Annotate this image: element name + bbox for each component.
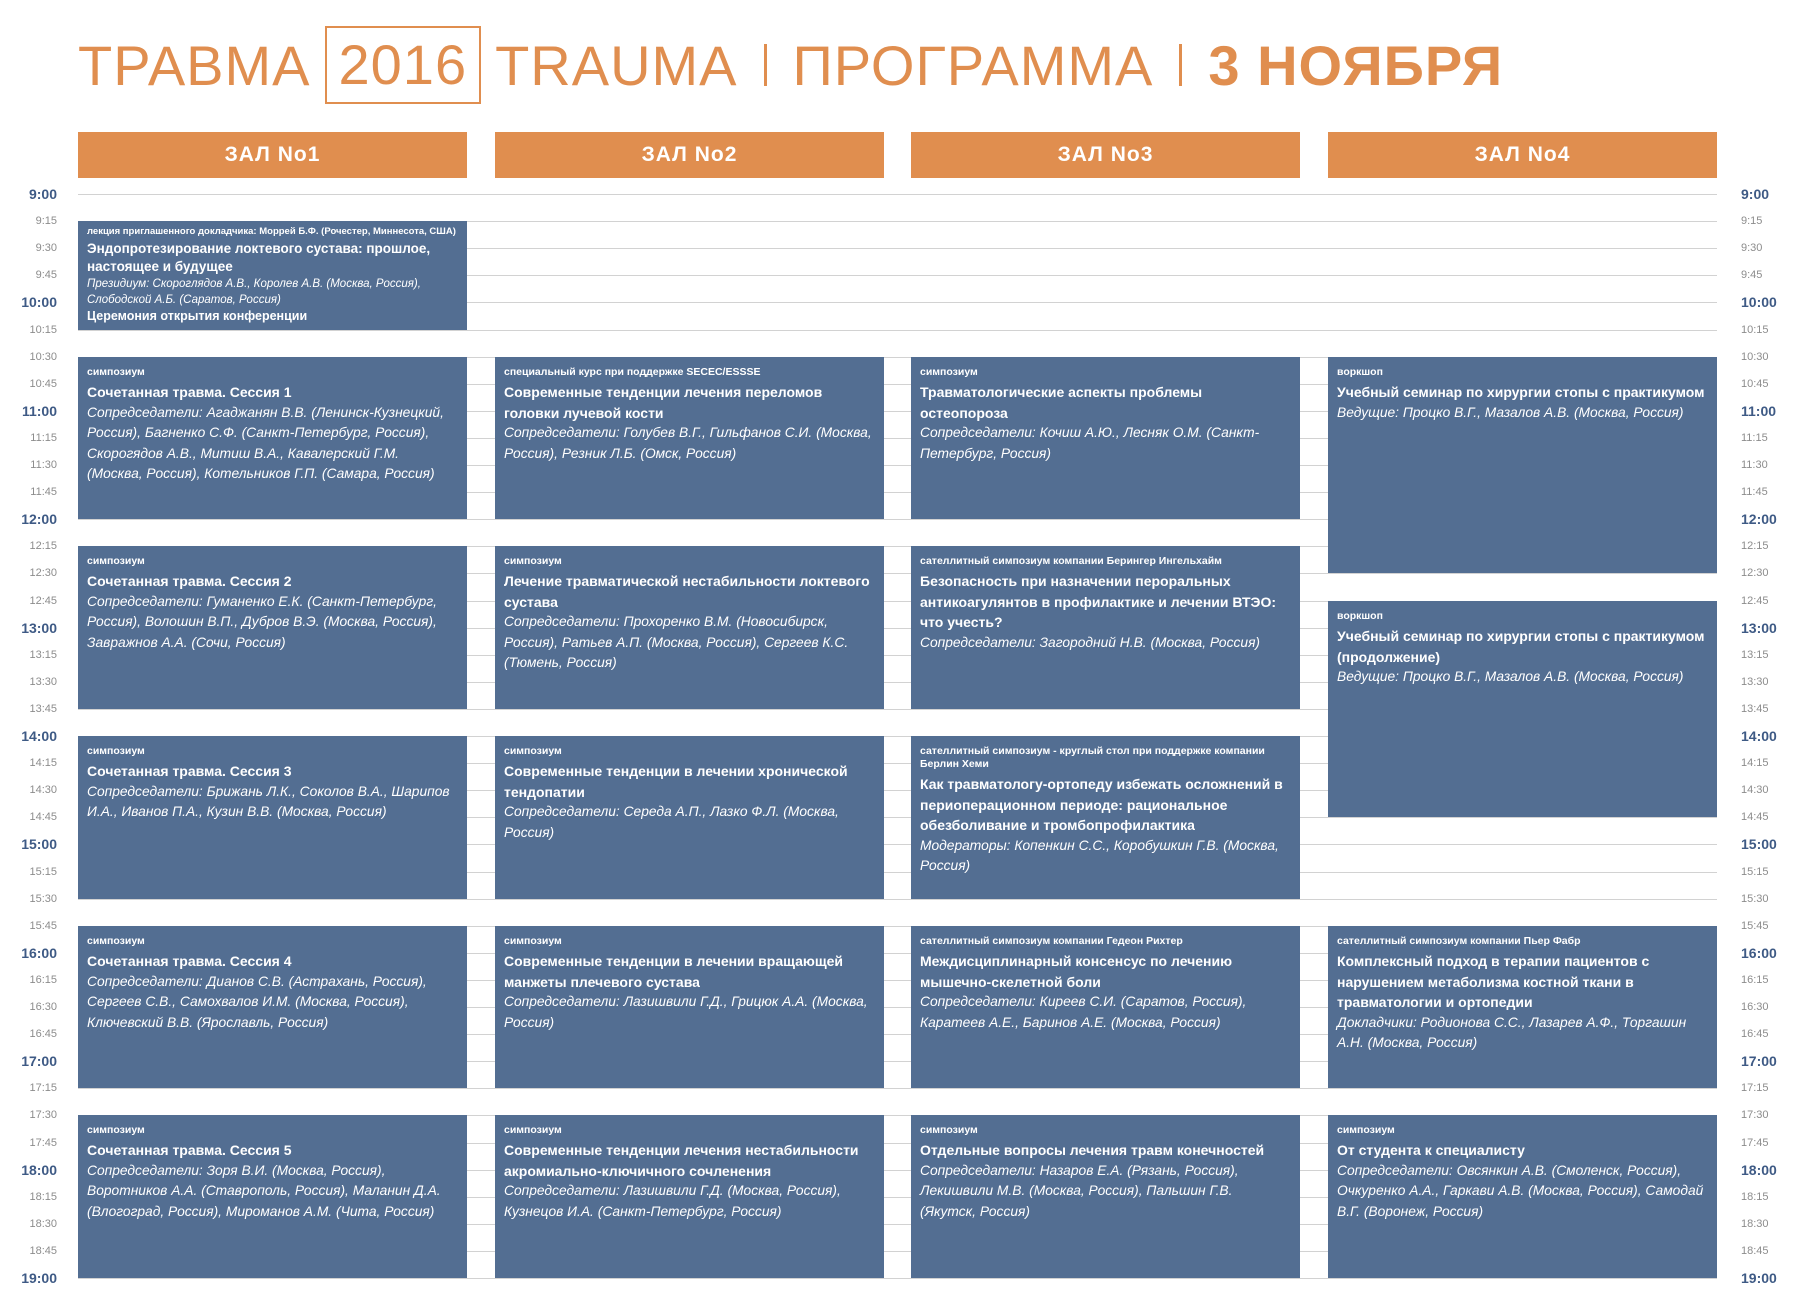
session-title: Сочетанная травма. Сессия 5 bbox=[87, 1142, 292, 1158]
session-chairs: Ведущие: Процко В.Г., Мазалов А.В. (Москва, Россия) bbox=[1337, 669, 1684, 684]
time-label-right: 9:00 bbox=[1741, 186, 1770, 202]
time-label-left: 14:45 bbox=[29, 811, 57, 823]
session-block bbox=[78, 221, 467, 330]
time-label-right: 16:30 bbox=[1741, 1001, 1769, 1013]
time-label-left: 17:15 bbox=[29, 1082, 57, 1094]
session-title: Междисциплинарный консенсус по лечению мышечно-скелетной боли bbox=[920, 953, 1233, 990]
time-label-left: 15:45 bbox=[29, 920, 57, 932]
time-label-right: 12:15 bbox=[1741, 540, 1769, 552]
session-type: воркшоп bbox=[1337, 610, 1383, 622]
session-chairs: Сопредседатели: Гуманенко Е.К. (Санкт-Петербург, Россия), Волошин В.П., Дубров В.Э. (Москва, Россия), Завражнов А.А. (Сочи, Россия) bbox=[87, 593, 437, 650]
session-extra-note: Церемония открытия конференции bbox=[87, 309, 308, 323]
page-title bbox=[78, 22, 1503, 108]
session-chairs: Президиум: Скороглядов А.В., Королев А.В. (Москва, Россия), Слободской А.Б. (Саратов, Россия) bbox=[87, 278, 421, 306]
grid-line bbox=[78, 1278, 1717, 1279]
session-block bbox=[78, 357, 467, 519]
time-label-right: 14:00 bbox=[1741, 728, 1777, 744]
time-label-right: 11:15 bbox=[1741, 432, 1768, 444]
session-chairs: Сопредседатели: Прохоренко В.М. (Новосибирск, Россия), Ратьев А.П. (Москва, Россия), Сергеев К.С. (Тюмень, Россия) bbox=[504, 614, 849, 670]
hall-header: ЗАЛ No1 bbox=[78, 132, 467, 178]
time-label-left: 11:15 bbox=[30, 432, 57, 444]
time-label-right: 15:15 bbox=[1741, 866, 1769, 878]
session-title: Сочетанная травма. Сессия 1 bbox=[87, 384, 292, 400]
time-label-right: 9:30 bbox=[1741, 242, 1763, 254]
title-part-program: ПРОГРАММА bbox=[792, 33, 1154, 97]
title-divider bbox=[1179, 44, 1182, 86]
session-chairs: Сопредседатели: Брижань Л.К., Соколов В.А., Шарипов И.А., Иванов П.А., Кузин В.В. (Москва, Россия) bbox=[87, 783, 450, 819]
session-title: Безопасность при назначении пероральных антикоагулянтов в профилактике и лечении ВТЭО: что учесть? bbox=[920, 573, 1277, 630]
time-label-left: 16:45 bbox=[29, 1028, 57, 1040]
session-block bbox=[911, 546, 1300, 709]
grid-line bbox=[78, 1088, 1717, 1089]
session-type: симпозиум bbox=[504, 1124, 562, 1136]
time-label-right: 9:15 bbox=[1741, 215, 1763, 227]
session-chairs: Сопредседатели: Лазишвили Г.Д. (Москва, Россия), Кузнецов И.А. (Санкт-Петербург, Россия) bbox=[504, 1183, 841, 1219]
time-label-right: 18:45 bbox=[1741, 1245, 1769, 1257]
time-label-right: 17:15 bbox=[1741, 1082, 1769, 1094]
time-label-right: 13:15 bbox=[1741, 649, 1769, 661]
title-date: 3 НОЯБРЯ bbox=[1208, 33, 1504, 97]
time-label-right: 10:45 bbox=[1741, 378, 1769, 390]
time-label-right: 15:00 bbox=[1741, 836, 1777, 852]
session-block bbox=[911, 736, 1300, 899]
session-title: Учебный семинар по хирургии стопы с практикумом bbox=[1337, 384, 1705, 400]
time-label-right: 15:30 bbox=[1741, 893, 1769, 905]
session-type: симпозиум bbox=[87, 935, 145, 947]
time-label-left: 15:30 bbox=[29, 893, 57, 905]
session-block bbox=[78, 546, 467, 709]
session-type: сателлитный симпозиум - круглый стол при поддержке компании Берлин Хеми bbox=[920, 745, 1265, 770]
session-type: симпозиум bbox=[87, 366, 145, 378]
time-label-left: 9:45 bbox=[35, 269, 57, 281]
session-title: Эндопротезирование локтевого сустава: прошлое, настоящее и будущее bbox=[87, 241, 431, 274]
time-label-right: 11:30 bbox=[1741, 459, 1768, 471]
session-type: симпозиум bbox=[920, 1124, 978, 1136]
session-chairs: Сопредседатели: Овсянкин А.В. (Смоленск, Россия), Очкуренко А.А., Гаркави А.В. (Москва, Россия), Самодай В.Г. (Воронеж, Россия) bbox=[1337, 1162, 1704, 1219]
time-label-left: 9:15 bbox=[35, 215, 57, 227]
session-chairs: Докладчики: Родионова С.С., Лазарев А.Ф., Торгашин А.Н. (Москва, Россия) bbox=[1337, 1014, 1687, 1050]
time-label-left: 13:30 bbox=[29, 676, 57, 688]
time-label-right: 13:30 bbox=[1741, 676, 1769, 688]
grid-line bbox=[78, 194, 1717, 195]
time-label-right: 17:00 bbox=[1741, 1053, 1777, 1069]
session-type: воркшоп bbox=[1337, 366, 1383, 378]
session-block bbox=[1328, 926, 1717, 1088]
grid-line bbox=[78, 899, 1717, 900]
time-label-right: 10:15 bbox=[1741, 324, 1769, 336]
time-label-left: 11:30 bbox=[30, 459, 57, 471]
title-part-trauma-en: TRAUMA bbox=[495, 33, 738, 97]
time-label-left: 11:45 bbox=[30, 486, 57, 498]
session-title: Современные тенденции лечения переломов головки лучевой кости bbox=[504, 384, 823, 421]
time-label-left: 10:15 bbox=[29, 324, 57, 336]
session-title: Современные тенденции лечения нестабильности акромиально-ключичного сочленения bbox=[504, 1142, 859, 1179]
time-label-left: 13:45 bbox=[29, 703, 57, 715]
time-label-right: 11:45 bbox=[1741, 486, 1768, 498]
time-label-right: 14:30 bbox=[1741, 784, 1769, 796]
time-label-left: 12:45 bbox=[29, 595, 57, 607]
time-label-right: 19:00 bbox=[1741, 1270, 1777, 1286]
title-year-box: 2016 bbox=[325, 26, 482, 104]
session-block bbox=[78, 926, 467, 1088]
time-label-left: 10:45 bbox=[29, 378, 57, 390]
time-label-left: 12:00 bbox=[21, 511, 57, 527]
grid-line bbox=[78, 330, 1717, 331]
session-chairs: Сопредседатели: Дианов С.В. (Астрахань, Россия), Сергеев С.В., Самохвалов И.М. (Москва, Россия), Ключевский В.В. (Ярославль, Россия) bbox=[87, 973, 427, 1030]
session-type: симпозиум bbox=[504, 935, 562, 947]
session-title: Современные тенденции в лечении вращающей манжеты плечевого сустава bbox=[504, 953, 844, 990]
time-label-left: 15:15 bbox=[29, 866, 57, 878]
time-label-right: 10:00 bbox=[1741, 294, 1777, 310]
session-type: сателлитный симпозиум компании Пьер Фабр bbox=[1337, 935, 1581, 947]
hall-header: ЗАЛ No4 bbox=[1328, 132, 1717, 178]
session-title: Отдельные вопросы лечения травм конечностей bbox=[920, 1142, 1265, 1158]
session-block bbox=[78, 1115, 467, 1278]
time-label-right: 12:45 bbox=[1741, 595, 1769, 607]
time-label-left: 14:30 bbox=[29, 784, 57, 796]
title-part-trauma-ru: ТРАВМА bbox=[78, 33, 311, 97]
time-label-right: 18:00 bbox=[1741, 1162, 1777, 1178]
session-chairs: Модераторы: Копенкин С.С., Коробушкин Г.В. (Москва, Россия) bbox=[920, 837, 1279, 873]
time-label-right: 13:45 bbox=[1741, 703, 1769, 715]
session-chairs: Сопредседатели: Лазишвили Г.Д., Грицюк А.А. (Москва, Россия) bbox=[504, 994, 868, 1030]
session-block bbox=[1328, 1115, 1717, 1278]
session-block bbox=[78, 736, 467, 899]
session-type: симпозиум bbox=[1337, 1124, 1395, 1136]
session-chairs: Сопредседатели: Кочиш А.Ю., Лесняк О.М. (Санкт-Петербург, Россия) bbox=[920, 425, 1260, 461]
time-label-left: 10:30 bbox=[29, 351, 57, 363]
session-title: Травматологические аспекты проблемы остеопороза bbox=[920, 384, 1203, 421]
session-block bbox=[1328, 601, 1717, 817]
session-chairs: Сопредседатели: Загородний Н.В. (Москва, Россия) bbox=[920, 634, 1261, 650]
session-chairs: Сопредседатели: Середа А.П., Лазко Ф.Л. (Москва, Россия) bbox=[504, 804, 839, 840]
hall-header: ЗАЛ No2 bbox=[495, 132, 884, 178]
time-label-left: 11:00 bbox=[21, 403, 57, 419]
time-label-right: 16:45 bbox=[1741, 1028, 1769, 1040]
session-title: Современные тенденции в лечении хронической тендопатии bbox=[504, 763, 848, 800]
time-label-left: 13:00 bbox=[21, 620, 57, 636]
time-label-left: 16:30 bbox=[29, 1001, 57, 1013]
session-type: сателлитный симпозиум компании Берингер Ингельхайм bbox=[920, 555, 1222, 567]
session-block bbox=[911, 926, 1300, 1088]
time-label-left: 14:15 bbox=[29, 757, 57, 769]
session-chairs: Сопредседатели: Зоря В.И. (Москва, Россия), Воротников А.А. (Ставрополь, Россия), Маланин Д.А. (Влогоград, Россия), Мироманов А.М. (Чита, Россия) bbox=[87, 1162, 441, 1219]
session-type: симпозиум bbox=[87, 1124, 145, 1136]
session-chairs: Сопредседатели: Голубев В.Г., Гильфанов С.И. (Москва, Россия), Резник Л.Б. (Омск, Россия) bbox=[504, 425, 872, 461]
time-label-right: 15:45 bbox=[1741, 920, 1769, 932]
session-type: лекция приглашенного докладчика: Моррей Б.Ф. (Рочестер, Миннесота, США) bbox=[87, 226, 456, 237]
session-title: Сочетанная травма. Сессия 2 bbox=[87, 573, 292, 589]
session-type: симпозиум bbox=[504, 555, 562, 567]
session-block bbox=[495, 1115, 884, 1278]
time-label-right: 10:30 bbox=[1741, 351, 1769, 363]
time-label-right: 18:15 bbox=[1741, 1191, 1769, 1203]
time-label-right: 18:30 bbox=[1741, 1218, 1769, 1230]
time-label-left: 13:15 bbox=[29, 649, 57, 661]
session-type: симпозиум bbox=[920, 366, 978, 378]
time-label-left: 16:00 bbox=[21, 945, 57, 961]
time-label-left: 17:00 bbox=[21, 1053, 57, 1069]
time-label-left: 18:00 bbox=[21, 1162, 57, 1178]
time-label-right: 11:00 bbox=[1741, 403, 1777, 419]
session-chairs: Сопредседатели: Назаров Е.А. (Рязань, Россия), Лекишвили М.В. (Москва, Россия), Пальшин Г.В. (Якутск, Россия) bbox=[920, 1162, 1239, 1219]
time-label-right: 16:00 bbox=[1741, 945, 1777, 961]
hall-header: ЗАЛ No3 bbox=[911, 132, 1300, 178]
time-label-left: 16:15 bbox=[29, 974, 57, 986]
session-title: От студента к специалисту bbox=[1337, 1142, 1525, 1158]
time-label-left: 19:00 bbox=[21, 1270, 57, 1286]
time-label-right: 13:00 bbox=[1741, 620, 1777, 636]
time-label-left: 15:00 bbox=[21, 836, 57, 852]
session-block bbox=[1328, 357, 1717, 573]
session-chairs: Ведущие: Процко В.Г., Мазалов А.В. (Москва, Россия) bbox=[1337, 404, 1684, 420]
time-label-left: 12:15 bbox=[29, 540, 57, 552]
session-type: специальный курс при поддержке SECEC/ESSSE bbox=[504, 366, 761, 378]
session-chairs: Сопредседатели: Киреев С.И. (Саратов, Россия), Каратеев А.Е., Баринов А.Е. (Москва, Россия) bbox=[920, 994, 1247, 1030]
session-type: симпозиум bbox=[87, 555, 145, 567]
session-type: симпозиум bbox=[504, 745, 562, 757]
time-label-left: 17:30 bbox=[29, 1109, 57, 1121]
time-label-left: 9:00 bbox=[28, 186, 57, 202]
session-title: Сочетанная травма. Сессия 3 bbox=[87, 763, 292, 779]
session-block bbox=[495, 546, 884, 709]
time-label-right: 12:00 bbox=[1741, 511, 1777, 527]
session-block bbox=[495, 736, 884, 899]
time-label-right: 14:45 bbox=[1741, 811, 1769, 823]
time-label-right: 17:30 bbox=[1741, 1109, 1769, 1121]
session-title: Учебный семинар по хирургии стопы с практикумом (продолжение) bbox=[1337, 628, 1705, 665]
session-block bbox=[911, 1115, 1300, 1278]
session-title: Лечение травматической нестабильности локтевого сустава bbox=[504, 573, 870, 610]
time-label-right: 12:30 bbox=[1741, 567, 1769, 579]
time-label-left: 17:45 bbox=[29, 1137, 57, 1149]
time-label-right: 9:45 bbox=[1741, 269, 1763, 281]
title-divider bbox=[764, 44, 767, 86]
session-block bbox=[495, 357, 884, 519]
session-title: Как травматологу-ортопеду избежать осложнений в периоперационном периоде: рациональное обезболивание и тромбопрофилактика bbox=[920, 776, 1283, 833]
time-label-left: 18:45 bbox=[29, 1245, 57, 1257]
session-type: симпозиум bbox=[87, 745, 145, 757]
time-label-right: 16:15 bbox=[1741, 974, 1769, 986]
session-chairs: Сопредседатели: Агаджанян В.В. (Ленинск-Кузнецкий, Россия), Багненко С.Ф. (Санкт-Петербург, Россия), Скорогядов А.В., Митиш В.А., Кавалерский Г.М. (Москва, Россия), Котельников Г.П. (Самара, Россия) bbox=[87, 404, 444, 481]
time-label-left: 10:00 bbox=[21, 294, 57, 310]
time-label-right: 17:45 bbox=[1741, 1137, 1769, 1149]
time-label-left: 9:30 bbox=[35, 242, 57, 254]
session-type: сателлитный симпозиум компании Гедеон Рихтер bbox=[920, 935, 1183, 947]
session-block bbox=[495, 926, 884, 1088]
session-title: Сочетанная травма. Сессия 4 bbox=[87, 953, 292, 969]
time-label-left: 18:30 bbox=[29, 1218, 57, 1230]
time-label-left: 14:00 bbox=[21, 728, 57, 744]
time-label-left: 12:30 bbox=[29, 567, 57, 579]
time-label-left: 18:15 bbox=[29, 1191, 57, 1203]
session-title: Комплексный подход в терапии пациентов с нарушением метаболизма костной ткани в травматологии и ортопедии bbox=[1337, 953, 1650, 1010]
session-block bbox=[911, 357, 1300, 519]
time-label-right: 14:15 bbox=[1741, 757, 1769, 769]
